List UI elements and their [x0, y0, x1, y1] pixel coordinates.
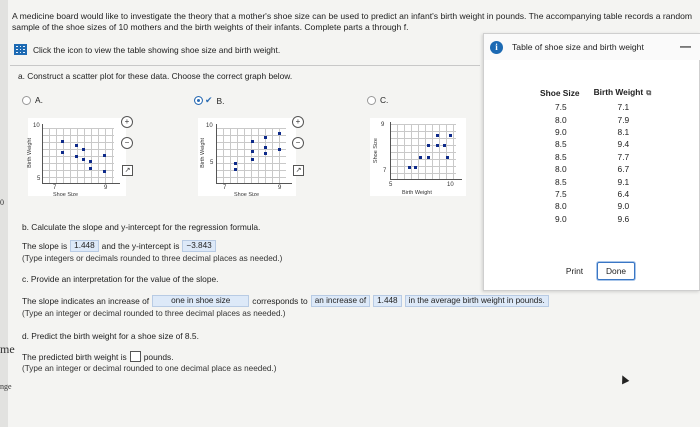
plot-a	[28, 118, 126, 196]
copy-icon[interactable]: ⧉	[646, 90, 652, 97]
part-d-prompt: d. Predict the birth weight for a shoe size of 8.5.	[22, 331, 199, 341]
plot-a-xlabel: Shoe Size	[53, 192, 79, 198]
plot-b-xtick-right: 9	[278, 185, 282, 191]
interp-dropdown-2[interactable]: an increase of	[311, 295, 370, 307]
question-intro: A medicine board would like to investigate the theory that a mother's shoe size can be used to predict an infant's birth weight in pounds. The accompanying table records a random sample of the shoe sizes of 10 mothers and the birth weights of their infants. Complete parts a through f.	[12, 11, 693, 32]
plot-b-ytick-top: 10	[206, 123, 213, 129]
interp-mid: corresponds to	[252, 296, 308, 306]
column-header-birth-weight: Birth Weight ⧉	[593, 87, 652, 97]
table-popup	[483, 33, 700, 291]
edge-text: me	[0, 342, 15, 356]
plot-b-xtick-left: 7	[223, 185, 227, 191]
done-button[interactable]: Done	[597, 262, 635, 280]
plot-c-ytick-top: 9	[381, 122, 385, 128]
part-a-prompt: a. Construct a scatter plot for these data. Choose the correct graph below.	[18, 71, 293, 81]
slope-answer[interactable]: 1.448	[70, 240, 99, 252]
plot-b-ylabel: Birth Weight	[200, 138, 206, 168]
option-c[interactable]	[367, 95, 388, 105]
predict-suffix: pounds.	[143, 351, 174, 362]
rounding-note: (Type integers or decimals rounded to three decimal places as needed.)	[22, 254, 283, 263]
table-icon[interactable]	[14, 44, 27, 55]
plot-a-xtick-right: 9	[104, 185, 108, 191]
plot-b	[198, 118, 296, 196]
check-icon: ✔	[205, 95, 213, 105]
plot-b-ytick-bottom: 5	[210, 160, 214, 166]
popup-title: Table of shoe size and birth weight	[512, 42, 644, 52]
zoom-out-icon[interactable]: −	[121, 137, 133, 149]
interpretation-line	[22, 295, 549, 307]
intercept-answer[interactable]: −3.843	[182, 240, 215, 252]
slope-line	[22, 240, 216, 252]
part-c-prompt: c. Provide an interpretation for the value of the slope.	[22, 274, 219, 284]
table-row: 8.5 7.7	[554, 151, 630, 162]
rounding-note: (Type an integer or decimal rounded to one decimal place as needed.)	[22, 364, 277, 373]
rounding-note: (Type an integer or decimal rounded to three decimal places as needed.)	[22, 309, 286, 318]
left-edge	[0, 0, 8, 427]
table-row: 8.0 6.7	[554, 164, 630, 175]
plot-c-xtick-left: 5	[389, 182, 393, 188]
table-row: 8.5 9.4	[554, 139, 630, 150]
zoom-out-icon[interactable]: −	[292, 137, 304, 149]
zoom-in-icon[interactable]: +	[292, 116, 304, 128]
data-table	[534, 87, 659, 225]
plot-c	[370, 118, 466, 196]
option-b-radio[interactable]	[194, 96, 203, 105]
mouse-cursor-icon	[619, 374, 630, 385]
plot-a-ytick-top: 10	[33, 123, 40, 129]
option-c-radio[interactable]	[367, 96, 376, 105]
edge-text: 0	[0, 198, 4, 207]
intercept-prefix: and the y-intercept is	[101, 241, 180, 251]
popup-header	[484, 34, 700, 60]
table-row: 8.5 9.1	[554, 176, 630, 187]
option-c-label: C.	[380, 95, 389, 105]
external-link-icon[interactable]: ↗	[122, 165, 133, 176]
option-a[interactable]	[22, 95, 43, 105]
plot-c-xlabel: Birth Weight	[402, 190, 432, 196]
plot-b-xlabel: Shoe Size	[234, 192, 260, 198]
predicted-weight-input[interactable]	[130, 351, 141, 362]
minimize-button[interactable]: —	[680, 41, 691, 53]
interp-dropdown-1[interactable]: one in shoe size	[152, 295, 249, 307]
plot-a-ytick-bottom: 5	[37, 176, 41, 182]
slope-prefix: The slope is	[22, 241, 68, 251]
part-b-prompt: b. Calculate the slope and y-intercept for the regression formula.	[22, 222, 261, 232]
interp-prefix: The slope indicates an increase of	[22, 296, 150, 306]
view-table-text: Click the icon to view the table showing shoe size and birth weight.	[33, 44, 281, 55]
interp-answer[interactable]: 1.448	[373, 295, 402, 307]
plot-a-xtick-left: 7	[53, 185, 57, 191]
print-button[interactable]: Print	[557, 262, 592, 280]
plot-a-ylabel: Birth Weight	[27, 138, 33, 168]
table-row: 7.5 7.1	[554, 102, 630, 113]
option-b[interactable]	[194, 95, 224, 106]
table-row: 9.0 8.1	[554, 126, 630, 137]
plot-c-ytick-bottom: 7	[383, 168, 387, 174]
zoom-in-icon[interactable]: +	[121, 116, 133, 128]
divider	[10, 65, 480, 66]
plot-c-xtick-right: 10	[447, 182, 454, 188]
table-row: 8.0 7.9	[554, 114, 630, 125]
plot-c-ylabel: Shoe Size	[373, 138, 379, 164]
table-row: 9.0 9.6	[554, 213, 630, 224]
edge-text: nge	[0, 382, 12, 391]
column-header-shoe-size: Shoe Size	[540, 87, 580, 98]
external-link-icon[interactable]: ↗	[293, 165, 304, 176]
view-table-row[interactable]	[14, 44, 280, 55]
table-row: 7.5 6.4	[554, 188, 630, 199]
option-b-label: B.	[216, 95, 225, 106]
table-row: 8.0 9.0	[554, 201, 630, 212]
option-a-radio[interactable]	[22, 96, 31, 105]
option-a-label: A.	[35, 95, 43, 105]
info-icon: i	[490, 41, 503, 54]
predict-line	[22, 351, 174, 362]
predict-prefix: The predicted birth weight is	[22, 351, 127, 362]
interp-dropdown-3[interactable]: in the average birth weight in pounds.	[405, 295, 549, 307]
